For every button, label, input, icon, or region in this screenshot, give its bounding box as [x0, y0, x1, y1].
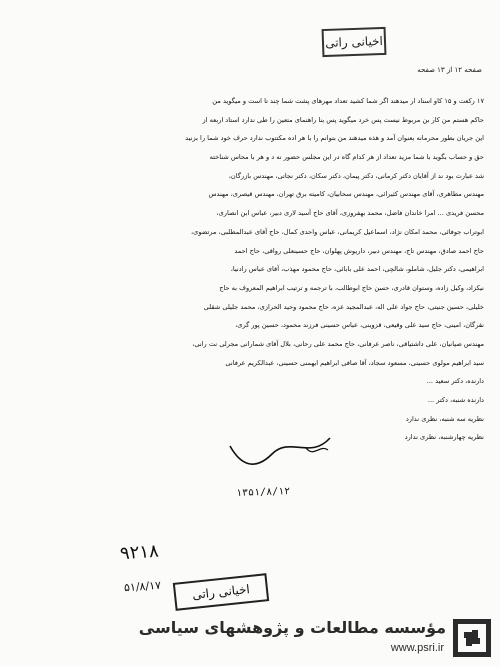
institute-logo-icon [452, 618, 492, 658]
body-line: خلیلی، حسین جنیتی، حاج جواد علی اله، عبدالمجید عزه، حاج محمود وحید الحرازی، محمد جلیلی شقلی [203, 302, 484, 311]
page-reference: صفحه ۱۲ از ۱۳ صفحه [417, 66, 482, 74]
body-line: سید ابراهیم مولوی حسینی، مسعود سجاد، آقا صافی ابراهیم ایهمنی حسینی، عبدالکریم عرفانی [225, 358, 484, 367]
document-date: ۱۳۵۱/۸/۱۲ [235, 486, 291, 499]
archive-date: ۵۱/۸/۱۷ [123, 578, 162, 595]
body-line: حق و حساب بگوید با شما مزید تعداد از هر کدام گاه در این مجلس حضور نه د و هر با محاس شناخته [209, 153, 484, 162]
body-line: نظریه چهارشنبه، نظری ندارد [404, 433, 484, 442]
body-line: شد عبارت بود ند از آقایان دکتر کرمانی، دکتر پیمان، دکتر سکان، دکتر نجاتی، مهندس بازرگان، [228, 171, 484, 180]
watermark-url: www.psri.ir [390, 642, 444, 654]
body-line: حاکم هستم من کار بن مربوط نیست پس خرد میگوید پس بنا راهنمای متعین را طی ندارد استاد اربعه از [202, 115, 484, 124]
bottom-stamp-text: اخیانی راتی [191, 582, 251, 602]
watermark [140, 614, 500, 662]
body-line: نقرگان، امینی، حاج سید علی وقیعی، قزوینی، عباس حسینی فرزند محمود، حسین پور گری، [235, 321, 484, 330]
bottom-stamp [173, 573, 269, 611]
watermark-title: مؤسسه مطالعات و پژوهشهای سیاسی [138, 618, 446, 637]
body-line: ۱۷ رکعت و ۱۵ کاو استاد ار میدهند اگر شما کشید تعداد مهرهای پشت شما چند تا است و میگوید من [212, 97, 484, 105]
body-line: مهندس مطاهری، آقای مهندس کثیرائی، مهندس سحابیان، کامیته برق تهران، مهندس قیصری، مهندس [208, 190, 484, 199]
body-line: دارنده شنبه، دکتر ... [427, 396, 484, 404]
body-line: دارنده، دکتر سعید ... [426, 377, 484, 386]
signature [210, 430, 350, 470]
body-line: حاج احمد صادق، مهندس تاج، مهندس دبیر، داریوش پهلوان، حاج حسینعلی رواقی، حاج احمد [234, 246, 484, 255]
body-line: ابراهیمی، دکتر جلیل، شاملو، شالچی، احمد علی بابائی، حاج محمود مهذب، آقای عباس رادنیا، [230, 265, 484, 274]
document-body [14, 92, 484, 447]
body-line: ابوتراب جوفائی، محمد امکان نژاد، اسماعیل کریمانی، عباس واحدی کمال، حاج آقای عبدالمطلبی، مرتضوی، [191, 227, 484, 236]
body-line: نیکزاد، وکیل زاده، وستوان قادری، حسن حاج ابوطالب، با ترجمه و ترتیب ابراهیم المعروف به حاج [219, 283, 484, 292]
body-line: مهندس صیانیان، علی داشتیاقی، ناصر عرفانی، حاج محمد علی رحانی، بلال آقای شمارانی مجرلی نت رانی، [192, 339, 484, 348]
top-stamp [322, 27, 387, 57]
archive-number: ۹۲۱۸ [119, 540, 160, 565]
top-stamp-text: اخیانی راتی [324, 33, 384, 51]
body-line: محسن فریدی ... امرا خاندان فاضل، محمد بهفروزی، آقای حاج آسید لاری دبیر، عباس ابن انصاری، [216, 209, 484, 218]
body-line: نظریه سه شنبه، نظری ندارد [405, 414, 484, 423]
body-line: این جریان بطور محرمانه بعنوان آمد و هذه میدهند من بتوانم را با هر اده مکتتوب ندارد حرف خود شما را بزنید [185, 134, 484, 143]
